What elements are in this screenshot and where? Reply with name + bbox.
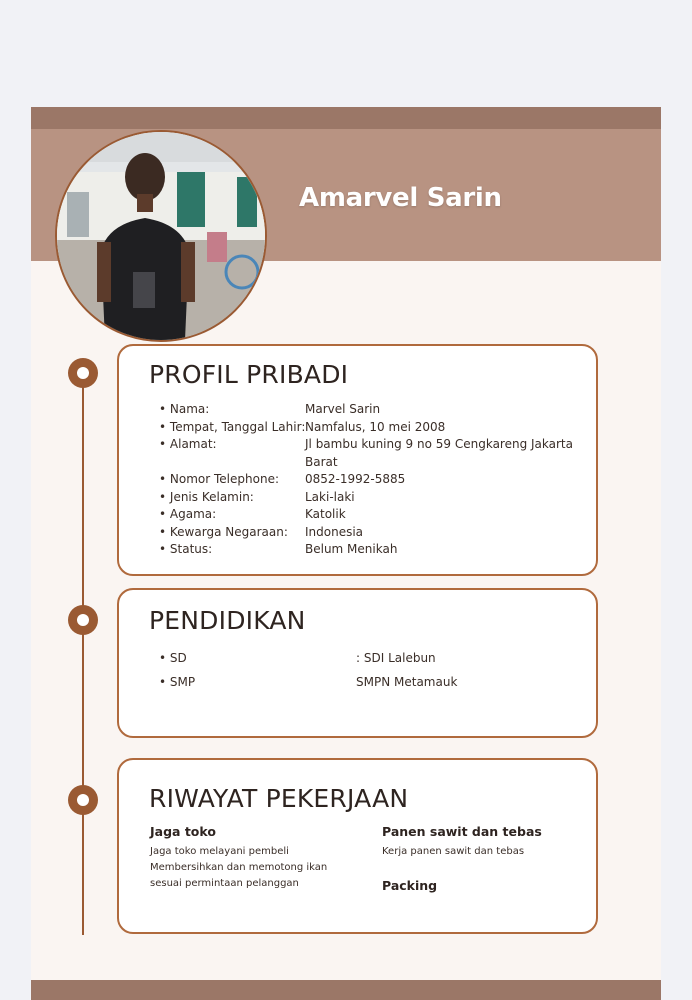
education-card (117, 588, 598, 738)
job-title: Panen sawit dan tebas (382, 824, 542, 839)
row-label: • Alamat: (159, 436, 217, 454)
timeline-line (82, 372, 84, 935)
work-title: RIWAYAT PEKERJAAN (149, 784, 409, 813)
row-value: Belum Menikah (305, 542, 398, 556)
row-value: SMPN Metamauk (356, 675, 458, 689)
row-label: • SD (159, 650, 187, 668)
timeline-dot-education (68, 605, 98, 635)
profile-card (117, 344, 598, 576)
job-title: Jaga toko (150, 824, 216, 839)
row-label: • Jenis Kelamin: (159, 489, 254, 507)
row-label: • Status: (159, 541, 212, 559)
row-label: • Nomor Telephone: (159, 471, 279, 489)
row-label: • Nama: (159, 401, 209, 419)
row-value: : SDI Lalebun (356, 651, 436, 665)
cv-page (31, 107, 661, 1000)
row-value: Laki-laki (305, 489, 355, 504)
row-label: • Kewarga Negaraan: (159, 524, 288, 542)
job-description: Kerja panen sawit dan tebas (382, 846, 525, 857)
row-value: 0852-1992-5885 (305, 472, 406, 486)
top-strip (31, 107, 661, 129)
row-value: Marvel Sarin (305, 402, 381, 416)
row-label: • SMP (159, 674, 195, 692)
work-card (117, 758, 598, 934)
row-value: Jl bambu kuning 9 no 59 Cengkareng Jakarta Barat (305, 437, 573, 469)
row-label: • Tempat, Tanggal Lahir: (159, 419, 305, 437)
person-name: Amarvel Sarin (299, 183, 502, 213)
education-title: PENDIDIKAN (149, 606, 306, 635)
job-title: Packing (382, 878, 438, 893)
row-label: • Agama: (159, 506, 216, 524)
timeline-dot-work (68, 785, 98, 815)
job-description: Jaga toko melayani pembeli Membersihkan dan memotong ikan sesuai permintaan pelanggan (150, 846, 328, 889)
profile-photo (55, 130, 267, 342)
row-value: Katolik (305, 507, 346, 521)
row-value: Namfalus, 10 mei 2008 (305, 419, 595, 437)
row-value: Indonesia (305, 524, 364, 539)
bottom-strip (31, 980, 661, 1000)
timeline-dot-profile (68, 358, 98, 388)
profile-title: PROFIL PRIBADI (149, 360, 349, 389)
